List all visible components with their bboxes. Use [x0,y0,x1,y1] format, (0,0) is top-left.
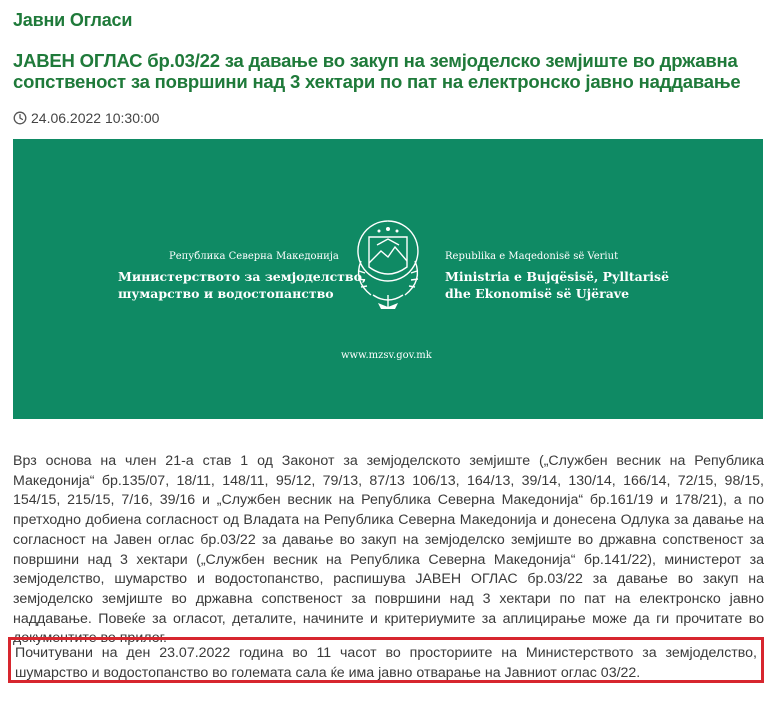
banner-right-ministry-line1: Ministria e Bujqësisë, Pylltarisë [445,269,670,284]
publish-date-text: 24.06.2022 10:30:00 [31,110,160,126]
banner-left-ministry-line1: Министерството за земјоделство, [118,269,367,284]
article-body: Врз основа на член 21-а став 1 од Законот за земјоделското земјиште („Службен весник на Република Македонија“ бр.135/07, 18/11, 148/11, 95/12, 79/13, 87/13 106/13, 164/13, 39/14, 130/14, 166/14, 72/15, 98/15, 154/15, 215/15, 7/16, 39/16 и „Службен весник на Република Северна Македонија“ бр.161/19 и 178/21), а по претходно добиена согласност од Владата на Република Северна Македонија и донесена Одлука за давање на согласност на Јавен оглас бр.03/22 за давање во закуп на земјоделско земјиште во државна сопственост за површини над 3 хектари („Службен весник на Република Северна Македонија“ бр.141/22), министерот за земјоделство, шумарство и водостопанство, распишува ЈАВЕН ОГЛАС бр.03/22 за давање во закуп на земјоделско земјиште во државна сопственост за површини над 3 хектари по пат на електронско јавно наддавање. Повеќе за огласот, деталите, начините и критериумите за аплицирање може да ги прочитате во документите во прилог. [13,453,764,647]
ministry-banner [13,139,763,419]
publish-date [13,110,159,126]
banner-left-ministry-line2: шумарство и водостопанство [118,286,334,301]
notice-text: Почитувани на ден 23.07.2022 година во 11 часот во просториите на Министерството за земјоделство, шумарство и водостопанство во големата сала ќе има јавно отварање на Јавниот оглас 03/22. [15,645,757,681]
section-title: Јавни Огласи [13,10,133,30]
article-title: ЈАВЕН ОГЛАС бр.03/22 за давање во закуп на земјоделско земјиште во државна сопственост за површини над 3 хектари по пат на електронско јавно наддавање [13,50,741,92]
banner-right-ministry-line2: dhe Ekonomisë së Ujërave [445,286,630,301]
banner-website: www.mzsv.gov.mk [341,350,432,361]
clock-icon [13,111,27,125]
banner-right-country: Republika e Maqedonisë së Veriut [445,251,619,262]
notice-box [8,637,764,683]
coat-of-arms-icon [345,215,431,311]
banner-left-country: Република Северна Македонија [169,251,339,262]
